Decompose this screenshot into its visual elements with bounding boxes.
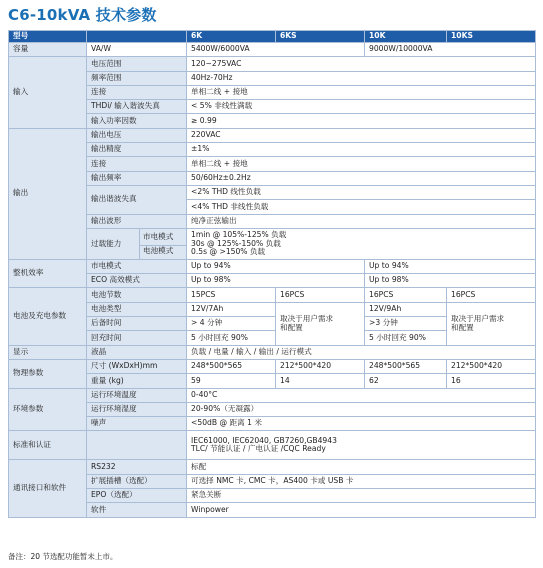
cell-value: 标配 (187, 460, 536, 474)
table-row (9, 431, 536, 460)
table-row (9, 100, 536, 114)
cell-value: < 5% 非线性满载 (187, 100, 536, 114)
row-label: 输出波形 (87, 214, 187, 228)
row-label (87, 431, 187, 460)
cell-value: 15PCS (187, 288, 276, 302)
row-label: 噪声 (87, 417, 187, 431)
custom-config-6ks (276, 302, 365, 345)
row-label: 液晶 (87, 345, 187, 359)
group-output: 输出 (9, 128, 87, 259)
row-label: 运行环境湿度 (87, 402, 187, 416)
header-model: 型号 (9, 31, 87, 43)
group-display: 显示 (9, 345, 87, 359)
cell-value: 12V/9Ah (365, 302, 447, 316)
group-comms: 通讯接口和软件 (9, 460, 87, 517)
table-row (9, 359, 536, 373)
cell-value: 40Hz-70Hz (187, 71, 536, 85)
table-row (9, 57, 536, 71)
table-row (9, 71, 536, 85)
cell-value: 9000W/10000VA (365, 43, 536, 57)
overload-values (187, 228, 536, 259)
cell-value: Up to 94% (365, 259, 536, 273)
cell-value: 取决于用户需求 (280, 313, 334, 323)
cell-value: 负载 / 电量 / 输入 / 输出 / 运行模式 (187, 345, 536, 359)
table-row (9, 474, 536, 488)
table-row (9, 302, 536, 316)
cell-value: 120~275VAC (187, 57, 536, 71)
header-10ks: 10KS (447, 31, 536, 43)
row-label: 输出谐波失真 (87, 185, 187, 214)
table-row (9, 43, 536, 57)
overload-mode-mains: 市电模式 (140, 232, 186, 246)
cell-value: Up to 98% (365, 274, 536, 288)
row-label: 扩展插槽（选配） (87, 474, 187, 488)
cell-value: 212*500*420 (276, 359, 365, 373)
cell-value: ±1% (187, 143, 536, 157)
cell-value: 16 (447, 374, 536, 388)
table-row (9, 85, 536, 99)
header-row (9, 31, 536, 43)
row-label: 连接 (87, 157, 187, 171)
table-row (9, 259, 536, 273)
group-efficiency: 整机效率 (9, 259, 87, 288)
table-row (9, 417, 536, 431)
row-label: 尺寸 (WxDxH)mm (87, 359, 187, 373)
table-row (9, 374, 536, 388)
cell-value: 1min @ 105%-125% 负载 (191, 229, 287, 239)
table-row (9, 214, 536, 228)
custom-config-10ks (447, 302, 536, 345)
cell-value: <2% THD 线性负载 (187, 185, 536, 199)
table-row (9, 171, 536, 185)
overload-mode-battery: 电池模式 (143, 245, 174, 255)
cell-value: 取决于用户需求 (451, 313, 505, 323)
table-row (9, 388, 536, 402)
table-row (9, 228, 536, 259)
cell-value: 16PCS (276, 288, 365, 302)
cell-value: 和配置 (280, 322, 303, 332)
row-label: RS232 (87, 460, 187, 474)
group-environment: 环境参数 (9, 388, 87, 431)
cell-value: 0.5s @ >150% 负载 (191, 247, 266, 257)
header-param (87, 31, 187, 43)
row-label: 市电模式 (87, 259, 187, 273)
table-row (9, 143, 536, 157)
cell-value: ≥ 0.99 (187, 114, 536, 128)
table-row (9, 274, 536, 288)
certification-values (187, 431, 536, 460)
header-10k: 10K (365, 31, 447, 43)
cell-value: 59 (187, 374, 276, 388)
cell-value: >3 分钟 (365, 317, 447, 331)
row-label: 电池节数 (87, 288, 187, 302)
cell-value: 14 (276, 374, 365, 388)
row-label: 电池类型 (87, 302, 187, 316)
cell-value: 和配置 (451, 322, 474, 332)
page-title: C6-10kVA 技术参数 (8, 6, 157, 24)
cell-value: IEC61000, IEC62040, GB7260,GB4943 (191, 435, 337, 445)
cell-value: 50/60Hz±0.2Hz (187, 171, 536, 185)
group-capacity: 容量 (9, 43, 87, 57)
row-label: THDi/ 输入谐波失真 (87, 100, 187, 114)
cell-value: Up to 94% (187, 259, 365, 273)
table-row (9, 345, 536, 359)
group-certification: 标准和认证 (9, 431, 87, 460)
group-physical: 物理参数 (9, 359, 87, 388)
row-label: 输出频率 (87, 171, 187, 185)
cell-value: 紧急关断 (187, 489, 536, 503)
footnote: 备注：20 节选配功能暂未上市。 (8, 552, 118, 561)
group-battery: 电池及充电参数 (9, 288, 87, 345)
table-row (9, 503, 536, 517)
row-label: 输出电压 (87, 128, 187, 142)
row-label: 输入功率因数 (87, 114, 187, 128)
spec-table (8, 30, 536, 518)
cell-value: 5400W/6000VA (187, 43, 365, 57)
cell-value: 单相二线 + 接地 (187, 85, 536, 99)
row-label: 后备时间 (87, 317, 187, 331)
header-6ks: 6KS (276, 31, 365, 43)
cell-value: 30s @ 125%-150% 负载 (191, 238, 281, 248)
table-row (9, 128, 536, 142)
cell-value: 212*500*420 (447, 359, 536, 373)
header-6k: 6K (187, 31, 276, 43)
cell-value: 16PCS (365, 288, 447, 302)
row-label: 输出精度 (87, 143, 187, 157)
table-row (9, 402, 536, 416)
row-label: 软件 (87, 503, 187, 517)
cell-value: <50dB @ 距离 1 米 (187, 417, 536, 431)
cell-value: 5 小时回充 90% (187, 331, 276, 345)
row-label: 重量 (kg) (87, 374, 187, 388)
cell-value: 248*500*565 (187, 359, 276, 373)
cell-value: 0-40°C (187, 388, 536, 402)
cell-value: 纯净正弦输出 (187, 214, 536, 228)
cell-value: 20-90%（无凝露） (187, 402, 536, 416)
row-label: 过载能力 (87, 228, 140, 259)
cell-value: 220VAC (187, 128, 536, 142)
cell-value: 5 小时回充 90% (365, 331, 447, 345)
row-label: 运行环境温度 (87, 388, 187, 402)
cell-value: 12V/7Ah (187, 302, 276, 316)
cell-value: 62 (365, 374, 447, 388)
table-row (9, 114, 536, 128)
row-label: ECO 高效模式 (87, 274, 187, 288)
row-label: 连接 (87, 85, 187, 99)
row-label: 电压范围 (87, 57, 187, 71)
row-label: VA/W (87, 43, 187, 57)
cell-value: > 4 分钟 (187, 317, 276, 331)
cell-value: Winpower (187, 503, 536, 517)
cell-value: 单相二线 + 接地 (187, 157, 536, 171)
group-input: 输入 (9, 57, 87, 128)
cell-value: 可选择 NMC 卡, CMC 卡，AS400 卡或 USB 卡 (187, 474, 536, 488)
table-row (9, 489, 536, 503)
cell-value: <4% THD 非线性负载 (187, 200, 536, 214)
cell-value: TLC/ 节能认证 / 广电认证 /CQC Ready (191, 444, 326, 454)
overload-modes (140, 228, 187, 259)
table-row (9, 185, 536, 199)
table-row (9, 288, 536, 302)
cell-value: 16PCS (447, 288, 536, 302)
row-label: 频率范围 (87, 71, 187, 85)
table-row (9, 460, 536, 474)
table-row (9, 157, 536, 171)
row-label: EPO（选配） (87, 489, 187, 503)
cell-value: Up to 98% (187, 274, 365, 288)
cell-value: 248*500*565 (365, 359, 447, 373)
row-label: 回充时间 (87, 331, 187, 345)
